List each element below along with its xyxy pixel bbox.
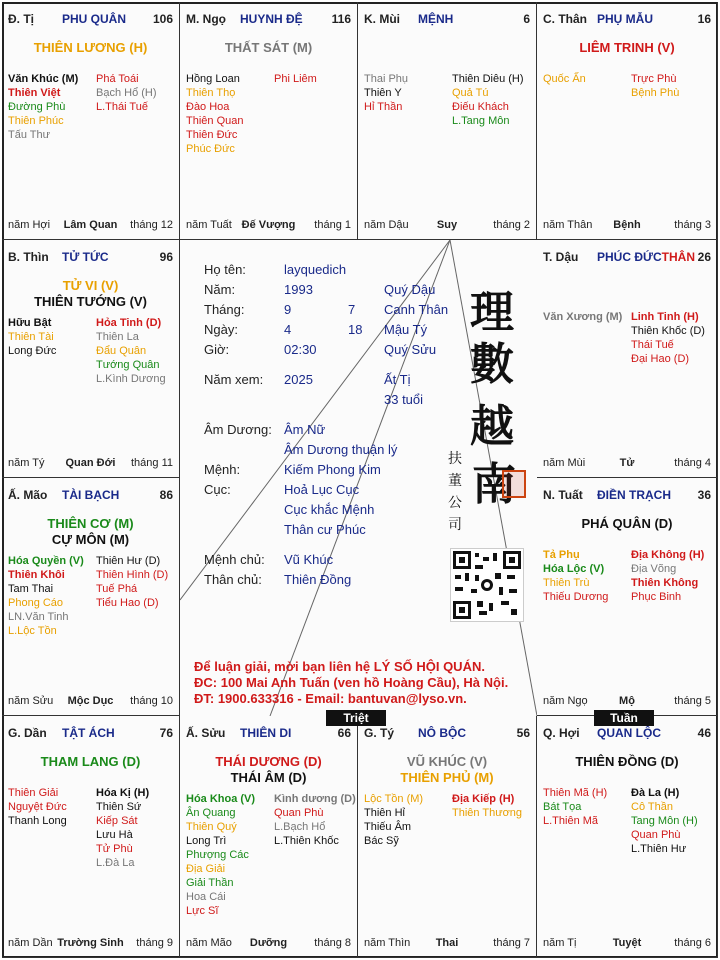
main-star: TỬ VI (V) — [62, 278, 119, 293]
logo-char-3: 越 — [470, 401, 514, 452]
minor-star: Quan Phù — [631, 829, 681, 841]
palace-position: K. Mùi — [364, 12, 400, 26]
palace-number: 116 — [331, 12, 351, 26]
footer-stage: Lâm Quan — [63, 219, 118, 231]
minor-stars-left — [364, 72, 408, 114]
footer-month: tháng 6 — [674, 937, 711, 949]
palace-position: B. Thìn — [8, 250, 49, 264]
footer-month: tháng 1 — [314, 219, 351, 231]
value-yinyang: Âm Nữ — [284, 422, 326, 437]
footer-year: năm Dậu — [364, 219, 409, 231]
label-day: Ngày: — [204, 322, 238, 337]
minor-stars-right — [452, 72, 524, 128]
value-month-lunar: 7 — [348, 302, 356, 317]
minor-star: Tang Môn (H) — [631, 815, 698, 827]
palace-number: 16 — [697, 12, 711, 26]
footer-stage: Suy — [436, 219, 458, 231]
main-star: THAM LANG (D) — [40, 754, 141, 769]
minor-star: Quan Phù — [274, 807, 324, 819]
minor-star: Bát Tọa — [543, 801, 582, 813]
minor-star: Tuế Phá — [96, 583, 138, 595]
minor-star: Kình dương (D) — [274, 793, 356, 805]
minor-stars-right — [631, 548, 704, 604]
footer-stage: Quan Đới — [65, 457, 116, 469]
minor-star: Thiên Giải — [8, 787, 59, 799]
label-view-year: Năm xem: — [204, 372, 264, 387]
center-info-panel — [180, 240, 537, 716]
footer-year: năm Tuất — [186, 219, 232, 231]
value-yinyang2: Âm Dương thuận lý — [284, 442, 398, 457]
minor-stars-left — [186, 72, 243, 156]
palace-footer — [186, 937, 351, 951]
value-day: 4 — [284, 322, 292, 337]
minor-stars-left — [543, 72, 586, 86]
palace-cell[interactable] — [2, 716, 180, 958]
value-bureau: Hoả Lục Cục — [284, 482, 360, 497]
minor-stars-right — [96, 72, 157, 114]
palace-cell[interactable] — [358, 716, 537, 958]
palace-name: TÀI BẠCH — [62, 488, 120, 502]
minor-star: Thiên Diêu (H) — [452, 73, 524, 85]
minor-star: Địa Không (H) — [631, 549, 705, 561]
minor-star: Hoa Cái — [186, 891, 226, 903]
palace-position: T. Dậu — [543, 250, 579, 264]
label-name: Họ tên: — [204, 262, 246, 277]
footer-year: năm Dần — [8, 937, 53, 949]
minor-star: Tướng Quân — [96, 359, 160, 371]
value-body-lord: Thiên Đồng — [284, 572, 352, 587]
minor-stars-right — [274, 792, 356, 848]
minor-stars-left — [364, 792, 423, 848]
main-star: PHÁ QUÂN (D) — [581, 516, 673, 531]
minor-star: Văn Xương (M) — [543, 311, 623, 323]
value-bureau3: Thân cư Phúc — [284, 522, 366, 537]
minor-star: Thiên Hỉ — [364, 807, 405, 819]
footer-stage: Trường Sinh — [57, 937, 124, 949]
minor-star: Văn Khúc (M) — [8, 73, 79, 85]
label-hour: Giờ: — [204, 342, 230, 357]
minor-star: Địa Kiếp (H) — [452, 793, 515, 805]
minor-star: Hóa Lộc (V) — [543, 563, 605, 575]
minor-star: L.Lộc Tồn — [8, 625, 57, 637]
minor-star: Phi Liêm — [274, 73, 317, 85]
palace-name: TỬ TỨC — [62, 250, 109, 264]
footer-stage: Dưỡng — [249, 937, 288, 949]
minor-star: Phá Toái — [96, 73, 139, 85]
palace-name: ĐIỀN TRẠCH — [597, 488, 671, 502]
minor-stars-left — [186, 792, 255, 918]
tuan-tag: Tuần — [594, 710, 654, 726]
minor-star: Phục Binh — [631, 591, 682, 603]
minor-stars-right — [631, 72, 679, 100]
palace-header — [8, 250, 173, 264]
seal-stamp — [502, 470, 526, 498]
minor-star: Địa Giải — [186, 863, 226, 875]
minor-stars-left — [543, 548, 608, 604]
minor-star: L.Thái Tuế — [96, 101, 148, 113]
footer-year: năm Mùi — [543, 457, 586, 469]
palace-number: 56 — [516, 726, 530, 740]
minor-stars-right — [96, 316, 166, 386]
palace-number: 76 — [159, 726, 173, 740]
footer-stage: Đế Vượng — [241, 219, 296, 231]
palace-name: MỆNH — [418, 12, 454, 26]
minor-star: L.Thiên Mã — [543, 815, 599, 827]
palace-header — [186, 12, 351, 26]
value-month: 9 — [284, 302, 292, 317]
palace-cell[interactable] — [358, 2, 537, 240]
footer-month: tháng 7 — [493, 937, 530, 949]
minor-stars-right — [96, 786, 149, 870]
minor-star: Tả Phụ — [543, 549, 580, 561]
palace-name: HUYNH ĐỆ — [240, 12, 303, 26]
palace-extra: THÂN — [661, 250, 695, 264]
triet-tag: Triệt — [326, 710, 386, 726]
minor-star: L.Tang Môn — [452, 115, 510, 127]
minor-star: Đại Hao (D) — [631, 353, 690, 365]
main-star: THIÊN LƯƠNG (H) — [33, 40, 148, 55]
minor-stars-left — [543, 786, 607, 828]
minor-star: L.Thiên Hư — [631, 843, 687, 855]
palace-cell[interactable] — [537, 240, 718, 478]
value-age: 33 tuổi — [384, 392, 424, 407]
value-destiny-lord: Vũ Khúc — [284, 552, 334, 567]
footer-stage: Tử — [619, 457, 635, 469]
minor-stars-right — [631, 786, 698, 856]
footer-month: tháng 3 — [674, 219, 711, 231]
palace-header — [543, 12, 711, 26]
minor-star: Kiếp Sát — [96, 815, 138, 827]
footer-stage: Mộ — [619, 695, 635, 707]
minor-star: Phong Cáo — [8, 597, 64, 609]
palace-header — [8, 12, 173, 26]
minor-star: Quốc Ấn — [543, 73, 586, 85]
footer-month: tháng 11 — [130, 457, 173, 469]
minor-star: Thiên Hình (D) — [96, 569, 169, 581]
palace-footer — [543, 219, 711, 233]
palace-name: NÔ BỘC — [418, 726, 466, 740]
minor-star: Điếu Khách — [452, 101, 509, 113]
minor-star: Trực Phù — [631, 73, 677, 85]
value-view-can: Ất Tị — [384, 372, 411, 387]
palace-position: Ấ. Mão — [8, 488, 48, 502]
palace-header — [186, 726, 351, 740]
footer-year: năm Tị — [543, 937, 577, 949]
logo-char-4: 南 — [472, 459, 516, 510]
palace-position: Q. Hợi — [543, 726, 580, 740]
minor-stars-left — [8, 316, 56, 358]
value-day-lunar: 18 — [348, 322, 363, 337]
palace-footer — [543, 695, 711, 709]
minor-star: Đường Phù — [8, 101, 66, 113]
minor-star: Hỏa Tinh (D) — [96, 317, 162, 329]
minor-star: Hóa Khoa (V) — [186, 793, 256, 805]
contact-line-3: ĐT: 1900.633316 - Email: bantuvan@lyso.vn. — [194, 691, 467, 706]
palace-position: M. Ngọ — [186, 12, 226, 26]
palace-position: G. Dần — [8, 726, 47, 740]
main-star: THIÊN ĐỒNG (D) — [575, 754, 679, 769]
main-star: LIÊM TRINH (V) — [579, 40, 675, 55]
palace-position: N. Tuất — [543, 488, 583, 502]
minor-star: Thiếu Dương — [543, 591, 609, 603]
palace-footer — [8, 219, 173, 233]
minor-star: Thai Phụ — [364, 73, 409, 85]
value-month-can: Canh Thân — [384, 302, 449, 317]
palace-name: THIÊN DI — [240, 726, 292, 740]
footer-year: năm Thân — [543, 219, 593, 231]
footer-month: tháng 9 — [136, 937, 173, 949]
logo-char-1: 理 — [470, 287, 514, 338]
palace-position: G. Tý — [364, 726, 395, 740]
footer-stage: Thai — [435, 937, 459, 949]
palace-header — [543, 488, 711, 502]
minor-star: L.Kình Dương — [96, 373, 166, 385]
value-year: 1993 — [284, 282, 313, 297]
palace-header — [543, 250, 711, 264]
footer-year: năm Thìn — [364, 937, 411, 949]
minor-star: Thiên Thọ — [186, 87, 236, 99]
palace-cell[interactable] — [2, 478, 180, 716]
palace-number: 26 — [697, 250, 711, 264]
palace-cell[interactable] — [537, 716, 718, 958]
minor-star: Đào Hoa — [186, 101, 230, 113]
minor-star: Đà La (H) — [631, 787, 680, 799]
label-year: Năm: — [204, 282, 236, 297]
label-yinyang: Âm Dương: — [204, 422, 272, 437]
footer-stage: Bệnh — [613, 219, 641, 231]
value-destiny: Kiếm Phong Kim — [284, 462, 381, 477]
main-star: CỰ MÔN (M) — [51, 532, 130, 547]
palace-footer — [543, 937, 711, 951]
minor-star: Thiên Việt — [8, 87, 61, 99]
minor-star: Tiểu Hao (D) — [96, 597, 159, 609]
minor-star: Địa Võng — [631, 563, 677, 575]
minor-star: Thiên Quan — [186, 115, 244, 127]
minor-star: Tam Thai — [8, 583, 54, 595]
minor-star: Bạch Hổ (H) — [96, 87, 157, 99]
minor-star: Long Đức — [8, 345, 57, 357]
footer-month: tháng 5 — [674, 695, 711, 707]
minor-stars-right — [274, 72, 317, 86]
footer-year: năm Sửu — [8, 695, 54, 707]
minor-star: L.Bạch Hổ — [274, 821, 326, 833]
palace-number: 96 — [159, 250, 173, 264]
palace-position: Ấ. Sửu — [186, 726, 226, 740]
footer-month: tháng 2 — [493, 219, 530, 231]
palace-footer — [8, 937, 173, 951]
palace-number: 66 — [337, 726, 351, 740]
footer-stage: Tuyệt — [612, 937, 642, 949]
minor-star: Thiên Quý — [186, 821, 237, 833]
minor-star: Hóa Kị (H) — [96, 787, 150, 799]
minor-star: Cô Thần — [631, 801, 673, 813]
value-year-can: Quý Dậu — [384, 282, 436, 297]
minor-star: Hóa Quyền (V) — [8, 555, 84, 567]
minor-star: Hồng Loan — [186, 73, 240, 85]
minor-star: Thiên Thương — [452, 807, 523, 819]
palace-number: 6 — [523, 12, 530, 26]
contact-line-2: ĐC: 100 Mai Anh Tuấn (ven hồ Hoàng Cầu), Hà Nội. — [194, 675, 509, 690]
value-hour: 02:30 — [284, 342, 317, 357]
value-view-year: 2025 — [284, 372, 313, 387]
palace-number: 46 — [697, 726, 711, 740]
minor-star: LN.Văn Tinh — [8, 611, 69, 623]
main-star: THIÊN CƠ (M) — [47, 516, 134, 531]
minor-stars-left — [543, 310, 622, 324]
minor-star: Thiên Trù — [543, 577, 590, 589]
minor-star: Thiên Tài — [8, 331, 54, 343]
minor-stars-left — [8, 786, 67, 828]
label-destiny: Mệnh: — [204, 462, 241, 477]
minor-star: Long Trì — [186, 835, 227, 847]
palace-name: QUAN LỘC — [597, 726, 661, 740]
palace-position: Đ. Tị — [8, 12, 34, 26]
value-bureau2: Cục khắc Mệnh — [284, 502, 375, 517]
palace-footer — [8, 457, 173, 471]
minor-star: Linh Tinh (H) — [631, 311, 699, 323]
minor-stars-left — [8, 554, 84, 638]
palace-name: PHU QUÂN — [62, 12, 127, 26]
minor-star: Lộc Tồn (M) — [364, 793, 424, 805]
minor-star: Hữu Bật — [8, 317, 52, 329]
palace-footer — [543, 457, 711, 471]
minor-stars-right — [631, 310, 705, 366]
palace-header — [8, 488, 173, 502]
minor-star: Thiên Mã (H) — [543, 787, 608, 799]
minor-star: Thiên Đức — [186, 129, 238, 141]
main-star: THÁI DƯƠNG (D) — [215, 754, 322, 769]
value-name: layquedich — [284, 262, 347, 277]
minor-star: Bệnh Phù — [631, 87, 680, 99]
footer-month: tháng 12 — [130, 219, 173, 231]
palace-position: C. Thân — [543, 12, 587, 26]
footer-year: năm Hợi — [8, 219, 51, 231]
minor-star: Thái Tuế — [631, 339, 674, 351]
qr-code[interactable] — [450, 548, 524, 622]
minor-star: Bác Sỹ — [364, 835, 399, 847]
minor-star: Thiên Không — [631, 577, 699, 589]
palace-footer — [364, 937, 530, 951]
main-star: VŨ KHÚC (V) — [406, 754, 488, 769]
minor-star: Lực Sĩ — [186, 905, 219, 917]
main-star: THẤT SÁT (M) — [224, 40, 313, 55]
logo-char-2: 數 — [470, 339, 514, 390]
minor-star: Thanh Long — [8, 815, 67, 827]
palace-name: TẬT ÁCH — [62, 726, 115, 740]
footer-month: tháng 4 — [674, 457, 711, 469]
palace-header — [364, 12, 530, 26]
main-star: THIÊN PHỦ (M) — [400, 770, 494, 785]
minor-star: Hỉ Thần — [364, 101, 403, 113]
label-bureau: Cục: — [204, 482, 231, 497]
minor-star: Thiên Hư (D) — [96, 555, 161, 567]
minor-star: Thiên Y — [364, 87, 402, 99]
palace-number: 36 — [697, 488, 711, 502]
palace-header — [364, 726, 530, 740]
palace-cell[interactable] — [180, 2, 358, 240]
palace-name: PHÚC ĐỨC — [597, 250, 662, 264]
footer-stage: Mộc Dục — [67, 695, 114, 707]
minor-star: Phượng Các — [186, 849, 249, 861]
footer-year: năm Ngọ — [543, 695, 588, 707]
logo-small-chars: 扶 董 公 司 — [448, 451, 462, 533]
main-star: THIÊN TƯỚNG (V) — [34, 294, 147, 309]
palace-cell[interactable] — [2, 240, 180, 478]
minor-star: Thiên Sứ — [96, 801, 142, 813]
footer-year: năm Tý — [8, 457, 45, 469]
footer-month: tháng 10 — [130, 695, 173, 707]
minor-star: Thiên Khốc (D) — [631, 325, 705, 337]
palace-name: PHỤ MẪU — [597, 12, 653, 26]
palace-header — [8, 726, 173, 740]
label-body-lord: Thân chủ: — [204, 572, 262, 587]
palace-cell[interactable] — [180, 716, 358, 958]
minor-star: Thiếu Âm — [364, 821, 412, 833]
palace-footer — [186, 219, 351, 233]
minor-stars-left — [8, 72, 78, 142]
minor-star: Ân Quang — [186, 807, 236, 819]
label-month: Tháng: — [204, 302, 245, 317]
palace-cell[interactable] — [2, 2, 180, 240]
footer-year: năm Mão — [186, 937, 232, 949]
main-star: THÁI ÂM (D) — [230, 770, 307, 785]
minor-stars-right — [96, 554, 168, 610]
minor-star: Giải Thần — [186, 877, 234, 889]
label-destiny-lord: Mệnh chủ: — [204, 552, 265, 567]
minor-star: L.Thiên Khốc — [274, 835, 339, 847]
palace-footer — [8, 695, 173, 709]
minor-stars-right — [452, 792, 522, 820]
minor-star: L.Đà La — [96, 857, 135, 869]
minor-star: Tử Phù — [96, 843, 133, 855]
minor-star: Nguyệt Đức — [8, 801, 67, 813]
value-hour-can: Quý Sửu — [384, 342, 437, 357]
palace-cell[interactable] — [537, 2, 718, 240]
footer-month: tháng 8 — [314, 937, 351, 949]
value-day-can: Mậu Tý — [384, 322, 428, 337]
minor-star: Lưu Hà — [96, 829, 133, 841]
palace-footer — [364, 219, 530, 233]
minor-star: Thiên Phúc — [8, 115, 64, 127]
minor-star: Tấu Thư — [8, 129, 51, 141]
palace-header — [543, 726, 711, 740]
minor-star: Phúc Đức — [186, 143, 235, 155]
palace-cell[interactable] — [537, 478, 718, 716]
minor-star: Thiên La — [96, 331, 139, 343]
contact-line-1: Để luận giải, mời bạn liên hệ LÝ SỐ HỘI QUÁN. — [194, 659, 485, 674]
minor-star: Quả Tú — [452, 87, 489, 99]
minor-star: Đẩu Quân — [96, 345, 147, 357]
minor-star: Thiên Khôi — [8, 569, 65, 581]
palace-number: 86 — [159, 488, 173, 502]
palace-number: 106 — [152, 12, 173, 26]
